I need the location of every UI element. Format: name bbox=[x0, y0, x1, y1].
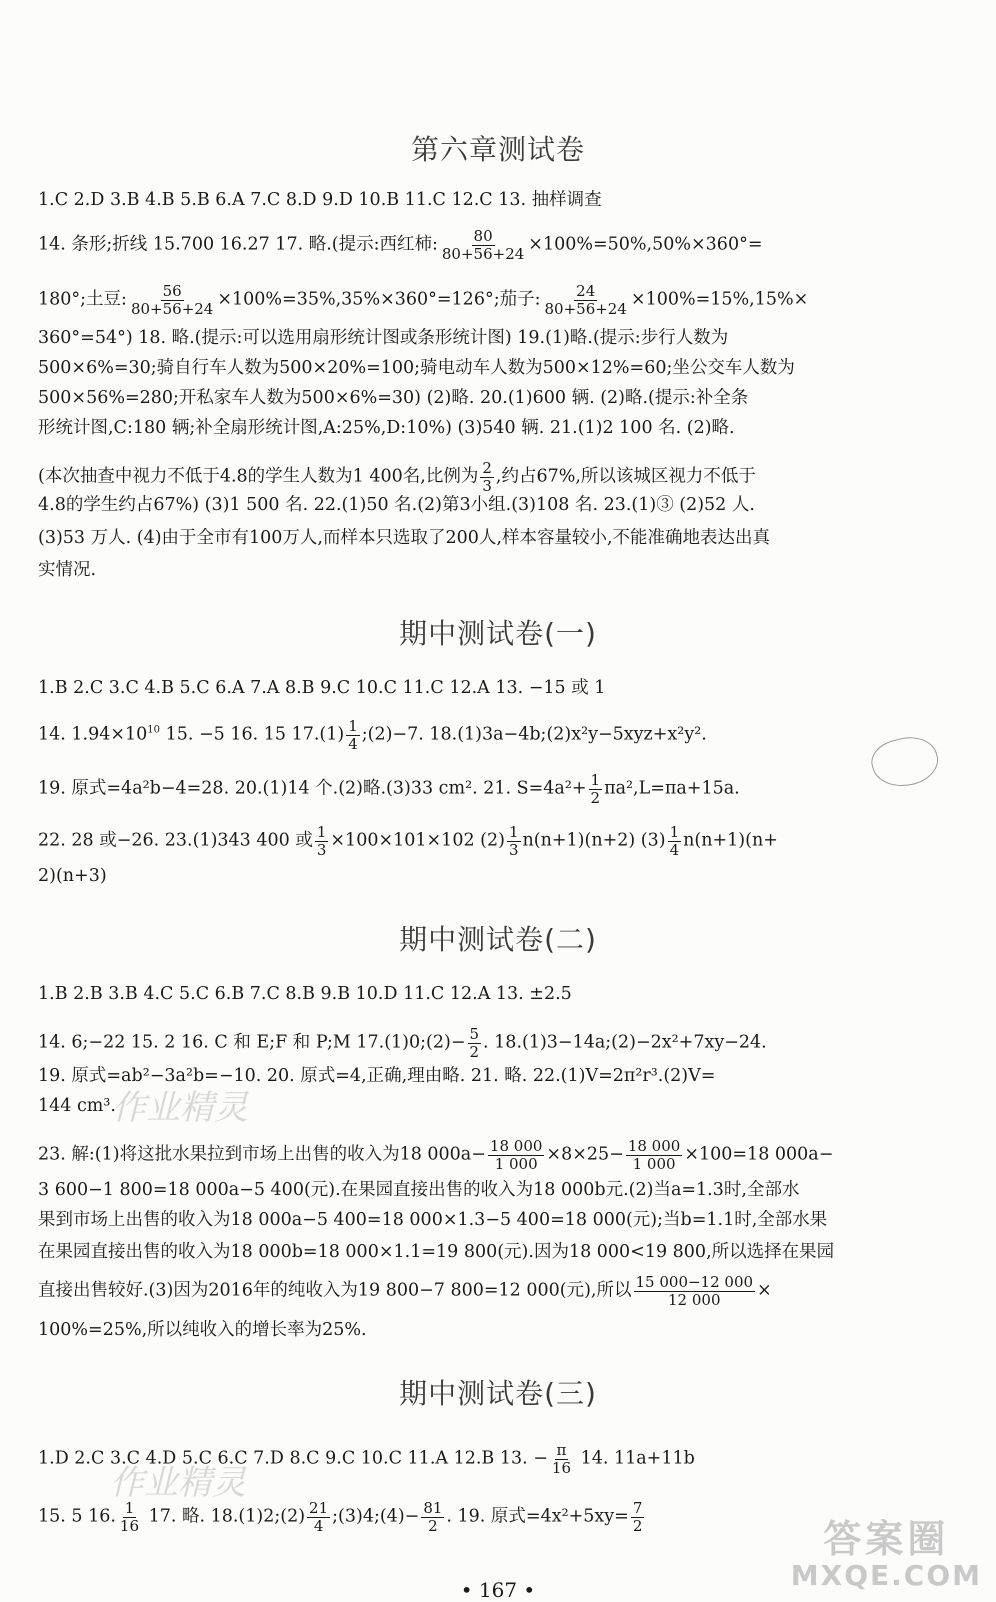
fraction bbox=[315, 824, 329, 858]
fraction bbox=[631, 1500, 645, 1534]
text: 1.D 2.C 3.C 4.D 5.C 6.C 7.D 8.C 9.C 10.C 11.A 12.B 13. − bbox=[38, 1448, 548, 1469]
denominator: 16 bbox=[119, 1516, 140, 1535]
s1-line-7: 形统计图,C:180 辆;补全扇形统计图,A:25%,D:10%) (3)540 辆. 21.(1)2 100 名. (2)略. bbox=[38, 418, 735, 438]
s3-line-6: 3 600−1 800=18 000a−5 400(元).在果园直接出售的收入为18 000b元.(2)当a=1.3时,全部水 bbox=[38, 1180, 800, 1200]
fraction bbox=[668, 824, 682, 858]
s1-line-9: 4.8的学生约占67%) (3)1 500 名. 22.(1)50 名.(2)第3小组.(3)108 名. 23.(1)③ (2)52 人. bbox=[38, 495, 755, 515]
denominator: 2 bbox=[632, 1516, 643, 1535]
brand-watermark-logo bbox=[791, 1519, 982, 1592]
numerator: 7 bbox=[632, 1499, 643, 1517]
section-title-midterm-1: 期中测试卷(一) bbox=[399, 617, 597, 650]
numerator: 18 000 bbox=[627, 1137, 681, 1155]
text: . 18.(1)3−14a;(2)−2x²+7xy−24. bbox=[483, 1032, 767, 1053]
text: 14. 条形;折线 15.700 16.27 17. 略.(提示:西红柿: bbox=[38, 234, 438, 255]
denominator: 3 bbox=[508, 840, 519, 859]
s2-line-3 bbox=[38, 772, 968, 806]
denominator: 12 000 bbox=[668, 1290, 721, 1309]
numerator: 18 000 bbox=[489, 1137, 543, 1155]
numerator: 81 bbox=[423, 1499, 443, 1517]
fraction bbox=[129, 283, 215, 317]
s2-line-2 bbox=[38, 718, 968, 752]
denominator: 16 bbox=[551, 1458, 571, 1477]
text: ×100%=50%,50%×360°= bbox=[528, 234, 763, 255]
fraction bbox=[634, 1274, 756, 1308]
s1-line-10: (3)53 万人. (4)由于全市有100万人,而样本只选取了200人,样本容量较小,不能准确地表达出真 bbox=[38, 528, 771, 548]
s3-line-7: 果到市场上出售的收入为18 000a−5 400=18 000×1.3−5 400=18 000(元);当b=1.1时,全部水果 bbox=[38, 1210, 828, 1230]
fraction bbox=[480, 460, 494, 494]
s1-line-4: 360°=54°) 18. 略.(提示:可以选用扇形统计图或条形统计图) 19.(1)略.(提示:步行人数为 bbox=[38, 328, 729, 348]
denominator: 4 bbox=[669, 840, 680, 859]
numerator: 2 bbox=[482, 459, 492, 477]
numerator: 24 bbox=[576, 282, 596, 300]
denominator: 80+56+24 bbox=[130, 299, 214, 318]
numerator: 1 bbox=[508, 823, 519, 841]
fraction bbox=[543, 283, 629, 317]
fraction bbox=[307, 1500, 330, 1534]
numerator: 1 bbox=[124, 1499, 135, 1517]
numerator: π bbox=[556, 1441, 567, 1459]
text: ×100×101×102 (2) bbox=[330, 830, 505, 851]
fraction bbox=[589, 772, 603, 806]
numerator: 15 000−12 000 bbox=[635, 1273, 754, 1291]
section-title-midterm-3: 期中测试卷(三) bbox=[399, 1377, 597, 1410]
s1-line-1: 1.C 2.D 3.B 4.B 5.B 6.A 7.C 8.D 9.D 10.B 11.C 12.C 13. 抽样调查 bbox=[38, 190, 602, 210]
denominator: 80+56+24 bbox=[544, 299, 627, 318]
text: ;(3)4;(4)− bbox=[332, 1506, 420, 1527]
s1-line-5: 500×6%=30;骑自行车人数为500×20%=100;骑电动车人数为500×12%=60;坐公交车人数为 bbox=[38, 358, 795, 378]
fraction bbox=[488, 1138, 545, 1172]
text: 14. 6;−22 15. 2 16. C 和 E;F 和 P;M 17.(1)0;(2)− bbox=[38, 1032, 466, 1053]
text: ×8×25− bbox=[546, 1144, 624, 1165]
s1-line-3 bbox=[38, 283, 968, 317]
text: 15. 5 16. bbox=[38, 1506, 116, 1527]
s2-line-4 bbox=[38, 824, 968, 858]
denominator: 3 bbox=[482, 476, 492, 495]
s3-line-9 bbox=[38, 1274, 968, 1308]
fraction bbox=[118, 1500, 141, 1534]
text: n(n+1)(n+2) (3) bbox=[522, 830, 666, 851]
numerator: 1 bbox=[316, 823, 327, 841]
text: ,约占67%,所以该城区视力不低于 bbox=[495, 466, 756, 487]
text: 23. 解:(1)将这批水果拉到市场上出售的收入为18 000a− bbox=[38, 1144, 486, 1165]
s2-line-5: 2)(n+3) bbox=[38, 866, 107, 886]
text: 14. 1.94×10 bbox=[38, 724, 148, 745]
brand-url: MXQE.COM bbox=[790, 1559, 982, 1593]
numerator: 1 bbox=[348, 717, 358, 735]
fraction bbox=[440, 228, 526, 262]
s3-line-5 bbox=[38, 1138, 968, 1172]
watermark-text: 作业精灵 bbox=[110, 1463, 246, 1503]
fraction bbox=[468, 1026, 482, 1060]
numerator: 56 bbox=[162, 282, 182, 300]
text: πa²,L=πa+15a. bbox=[604, 778, 740, 799]
text: × bbox=[757, 1280, 772, 1301]
numerator: 1 bbox=[590, 771, 601, 789]
text: ×100%=15%,15%× bbox=[630, 289, 809, 310]
s1-line-6: 500×56%=280;开私家车人数为500×6%=30) (2)略. 20.(1)600 辆. (2)略.(提示:补全条 bbox=[38, 388, 749, 408]
s3-line-2 bbox=[38, 1026, 968, 1060]
text: n(n+1)(n+ bbox=[683, 830, 778, 851]
numerator: 21 bbox=[309, 1499, 329, 1517]
text: 180°;土豆: bbox=[38, 289, 127, 310]
denominator: 2 bbox=[428, 1516, 438, 1535]
brand-name: 答案圈 bbox=[823, 1517, 950, 1562]
text: . 19. 原式=4x²+5xy= bbox=[446, 1506, 629, 1527]
s2-line-1: 1.B 2.C 3.C 4.B 5.C 6.A 7.A 8.B 9.C 10.C 11.C 12.A 13. −15 或 1 bbox=[38, 678, 606, 698]
text: ;(2)−7. 18.(1)3a−4b;(2)x²y−5xyz+x²y². bbox=[361, 724, 707, 745]
text: 直接出售较好.(3)因为2016年的纯收入为19 800−7 800=12 000(元),所以 bbox=[38, 1280, 632, 1301]
s1-line-11: 实情况. bbox=[38, 560, 97, 580]
s3-line-1: 1.B 2.B 3.B 4.C 5.C 6.B 7.C 8.B 9.B 10.D 11.C 12.A 13. ±2.5 bbox=[38, 984, 572, 1004]
denominator: 4 bbox=[313, 1516, 324, 1535]
text: 17. 略. 18.(1)2;(2) bbox=[143, 1506, 306, 1527]
numerator: 1 bbox=[669, 823, 680, 841]
s1-line-8 bbox=[38, 460, 968, 494]
s1-line-2 bbox=[38, 228, 968, 262]
text: ×100=18 000a− bbox=[684, 1144, 834, 1165]
denominator: 4 bbox=[348, 734, 358, 753]
s3-line-4: 144 cm³. bbox=[38, 1096, 116, 1116]
fraction bbox=[346, 718, 360, 752]
watermark-text: 作业精灵 bbox=[112, 1088, 248, 1128]
denominator: 1 000 bbox=[494, 1154, 538, 1173]
s3-line-10: 100%=25%,所以纯收入的增长率为25%. bbox=[38, 1320, 367, 1340]
fraction bbox=[626, 1138, 683, 1172]
text: ×100%=35%,35%×360°=126°;茄子: bbox=[217, 289, 541, 310]
denominator: 2 bbox=[590, 788, 601, 807]
numerator: 5 bbox=[469, 1025, 480, 1043]
text: (本次抽查中视力不低于4.8的学生人数为1 400名,比例为 bbox=[38, 466, 479, 487]
fraction bbox=[421, 1500, 444, 1534]
denominator: 2 bbox=[469, 1042, 480, 1061]
text: 19. 原式=4a²b−4=28. 20.(1)14 个.(2)略.(3)33 cm². 21. S=4a²+ bbox=[38, 778, 587, 799]
denominator: 80+56+24 bbox=[441, 244, 525, 263]
page-number: • 167 • bbox=[460, 1578, 536, 1602]
s3-line-8: 在果园直接出售的收入为18 000b=18 000×1.1=19 800(元).因为18 000<19 800,所以选择在果园 bbox=[38, 1242, 835, 1262]
text: 15. −5 16. 15 17.(1) bbox=[160, 724, 345, 745]
text: 14. 11a+11b bbox=[575, 1448, 695, 1469]
s3-line-3: 19. 原式=ab²−3a²b=−10. 20. 原式=4,正确,理由略. 21. 略. 22.(1)V=2π²r³.(2)V= bbox=[38, 1066, 716, 1086]
denominator: 3 bbox=[316, 840, 327, 859]
numerator: 80 bbox=[473, 227, 493, 245]
fraction bbox=[507, 824, 521, 858]
section-title-midterm-2: 期中测试卷(二) bbox=[399, 923, 597, 956]
fraction bbox=[550, 1442, 573, 1476]
text: 22. 28 或−26. 23.(1)343 400 或 bbox=[38, 830, 313, 851]
denominator: 1 000 bbox=[632, 1154, 676, 1173]
section-title-ch6: 第六章测试卷 bbox=[410, 133, 585, 166]
exponent: 10 bbox=[147, 724, 161, 736]
